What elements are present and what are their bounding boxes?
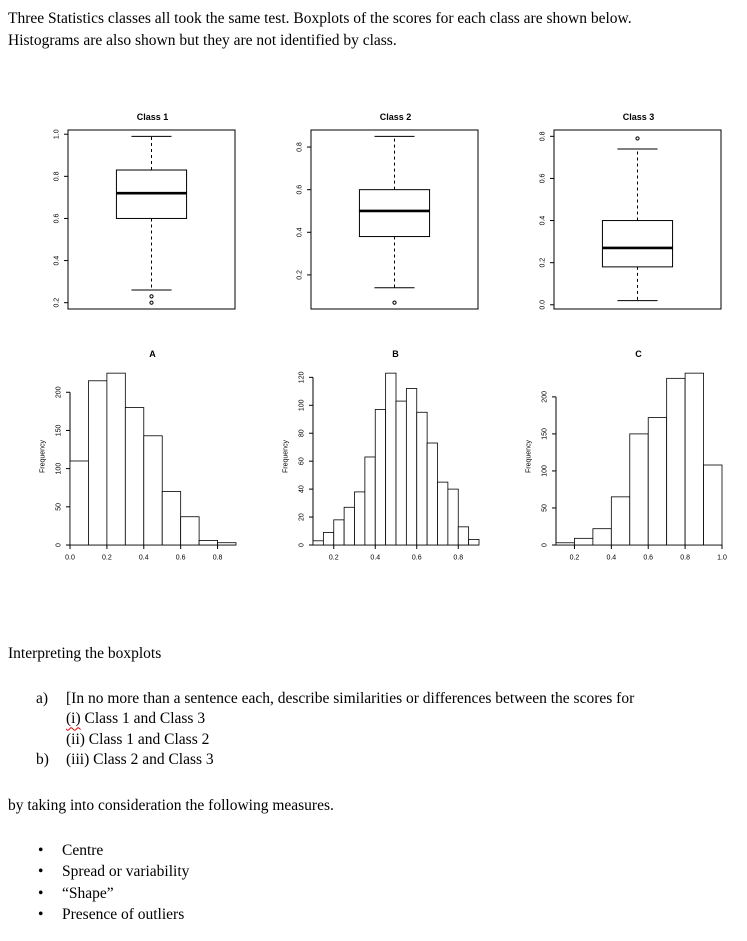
svg-text:0.2: 0.2 — [569, 554, 580, 562]
svg-text:0: 0 — [55, 543, 63, 547]
question-item-i-marker: (i) — [66, 710, 81, 728]
svg-text:100: 100 — [541, 465, 549, 477]
bullet-item-spread — [8, 861, 739, 882]
bullet-list — [8, 840, 739, 926]
svg-text:0.8: 0.8 — [212, 554, 223, 562]
svg-text:0.4: 0.4 — [53, 255, 61, 266]
histogram-a — [34, 349, 241, 567]
svg-text:150: 150 — [55, 424, 63, 437]
svg-text:0.6: 0.6 — [53, 213, 61, 224]
question-b-label: b) — [36, 751, 49, 769]
question-item-i — [8, 709, 739, 729]
svg-text:0.4: 0.4 — [606, 554, 617, 562]
svg-text:100: 100 — [298, 399, 306, 412]
histogram-b-canvas — [277, 362, 484, 567]
chart-title-histogram-a: A — [149, 349, 156, 359]
svg-text:0.2: 0.2 — [328, 554, 339, 562]
questions-section — [8, 645, 739, 925]
svg-text:40: 40 — [298, 485, 306, 494]
chart-title-histogram-c: C — [635, 349, 642, 359]
histogram-a-canvas — [34, 362, 241, 567]
boxplot-row — [34, 112, 739, 317]
chart-title-class-1: Class 1 — [136, 112, 169, 122]
question-a — [8, 689, 739, 709]
intro-line-1: Three Statistics classes all took the same test. Boxplots of the scores for each class are shown below. — [8, 10, 632, 27]
svg-text:Frequency: Frequency — [39, 439, 47, 474]
boxplot-class-1-canvas — [34, 125, 241, 317]
svg-text:0.4: 0.4 — [296, 227, 304, 238]
svg-text:100: 100 — [55, 462, 63, 475]
bullet-text-outliers: Presence of outliers — [62, 905, 185, 923]
svg-text:0.4: 0.4 — [539, 215, 547, 226]
svg-text:Frequency: Frequency — [525, 439, 533, 474]
svg-text:0.2: 0.2 — [539, 257, 547, 268]
svg-text:0: 0 — [298, 543, 306, 547]
boxplot-class-2-canvas — [277, 125, 484, 317]
svg-text:200: 200 — [55, 386, 63, 399]
svg-text:50: 50 — [541, 504, 549, 512]
svg-text:0.8: 0.8 — [680, 554, 690, 562]
bullet-icon: • — [38, 841, 44, 859]
svg-text:60: 60 — [298, 457, 306, 466]
svg-text:0.0: 0.0 — [539, 299, 547, 310]
chart-title-histogram-b: B — [392, 349, 399, 359]
svg-text:0.0: 0.0 — [65, 554, 75, 562]
histogram-c — [520, 349, 727, 567]
svg-text:0: 0 — [541, 543, 549, 547]
svg-text:1.0: 1.0 — [717, 554, 727, 562]
bullet-item-outliers — [8, 904, 739, 925]
svg-text:0.4: 0.4 — [138, 554, 149, 562]
histogram-c-canvas — [520, 362, 727, 567]
histogram-b — [277, 349, 484, 567]
chart-title-class-3: Class 3 — [622, 112, 655, 122]
svg-text:0.2: 0.2 — [296, 270, 304, 280]
question-item-iii: (iii) Class 2 and Class 3 — [66, 751, 214, 769]
boxplot-class-3-canvas — [520, 125, 727, 317]
svg-text:50: 50 — [55, 502, 63, 511]
svg-text:0.4: 0.4 — [370, 554, 381, 562]
svg-text:0.2: 0.2 — [102, 554, 112, 562]
bullet-text-centre: Centre — [62, 841, 104, 859]
svg-text:120: 120 — [298, 371, 306, 384]
bullet-icon: • — [38, 884, 44, 902]
intro-line-2: Histograms are also shown but they are not identified by class. — [8, 32, 397, 49]
closing-text: by taking into consideration the following measures. — [8, 796, 334, 814]
question-a-text: [In no more than a sentence each, describe similarities or differences between the scores for — [66, 690, 635, 707]
bullet-item-shape — [8, 883, 739, 904]
svg-text:Frequency: Frequency — [282, 439, 290, 474]
svg-text:0.8: 0.8 — [53, 171, 61, 182]
svg-text:20: 20 — [298, 513, 306, 521]
svg-text:80: 80 — [298, 429, 306, 438]
section-heading: Interpreting the boxplots — [8, 645, 162, 662]
svg-text:0.6: 0.6 — [643, 554, 654, 562]
bullet-item-centre — [8, 840, 739, 861]
boxplot-class-1 — [34, 112, 241, 317]
bullet-text-shape: “Shape” — [62, 884, 114, 902]
histogram-row — [34, 349, 739, 567]
svg-text:1.0: 1.0 — [53, 129, 61, 140]
bullet-icon: • — [38, 905, 44, 923]
question-a-label: a) — [36, 690, 49, 707]
boxplot-class-3 — [520, 112, 727, 317]
chart-title-class-2: Class 2 — [379, 112, 412, 122]
svg-text:0.2: 0.2 — [53, 297, 61, 308]
svg-text:0.6: 0.6 — [175, 554, 186, 562]
bullet-text-spread: Spread or variability — [62, 863, 190, 881]
svg-text:0.8: 0.8 — [539, 131, 547, 142]
svg-text:200: 200 — [541, 391, 549, 403]
bullet-icon: • — [38, 863, 44, 881]
question-b — [8, 750, 739, 770]
svg-text:0.6: 0.6 — [296, 184, 304, 195]
charts-section — [8, 112, 739, 567]
intro-text — [8, 8, 739, 52]
svg-text:0.8: 0.8 — [453, 554, 464, 562]
boxplot-class-2 — [277, 112, 484, 317]
question-item-ii: (ii) Class 1 and Class 2 — [66, 730, 210, 748]
svg-text:0.6: 0.6 — [411, 554, 422, 562]
svg-text:0.8: 0.8 — [296, 142, 304, 152]
svg-text:150: 150 — [541, 428, 549, 440]
svg-text:0.6: 0.6 — [539, 173, 547, 184]
question-item-i-text: Class 1 and Class 3 — [80, 710, 206, 728]
